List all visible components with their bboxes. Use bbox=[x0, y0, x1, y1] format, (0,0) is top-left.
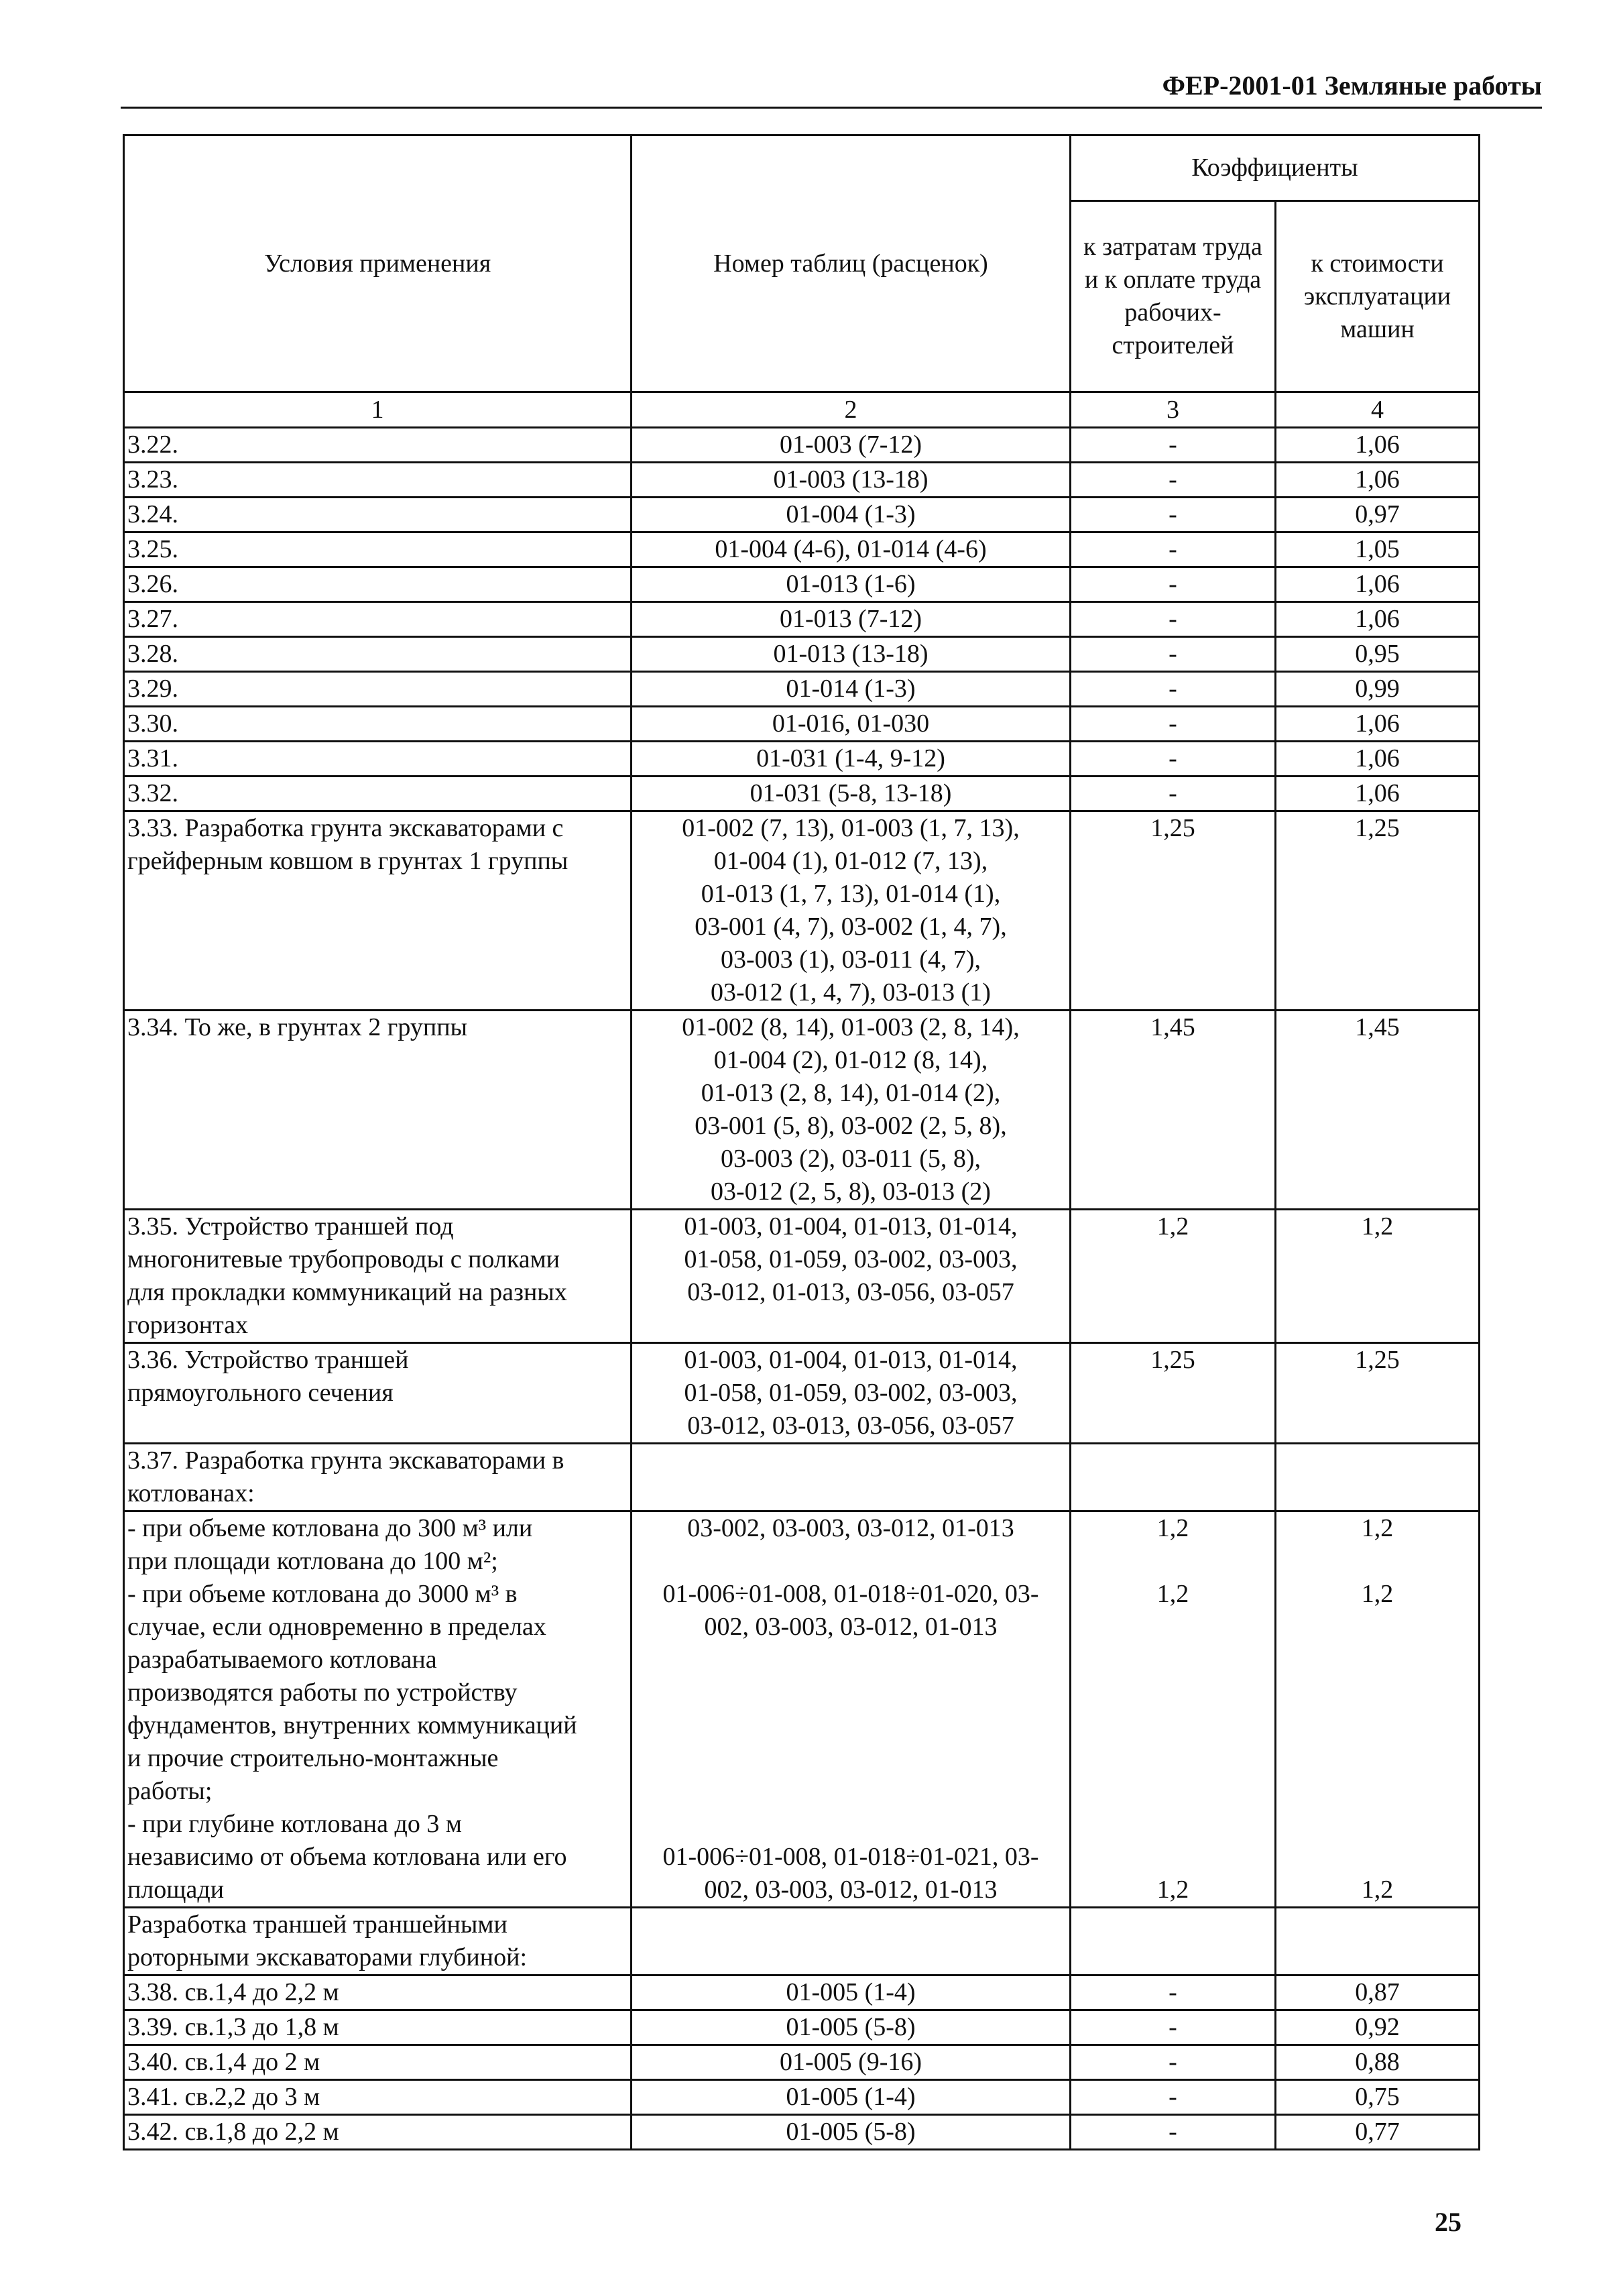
labor-coefficient-cell: - bbox=[1071, 2115, 1276, 2150]
table-numbers-cell: 01-014 (1-3) bbox=[632, 672, 1071, 707]
table-numbers-cell: 01-003 (13-18) bbox=[632, 463, 1071, 498]
table-numbers-cell: 01-005 (9-16) bbox=[632, 2045, 1071, 2080]
condition-cell: 3.34. То же, в грунтах 2 группы bbox=[124, 1011, 632, 1210]
condition-cell: 3.39. св.1,3 до 1,8 м bbox=[124, 2010, 632, 2045]
table-numbers-cell: 01-005 (5-8) bbox=[632, 2115, 1071, 2150]
table-numbers-cell: 01-013 (1-6) bbox=[632, 567, 1071, 602]
machine-coefficient-cell bbox=[1276, 1444, 1480, 1511]
condition-cell: 3.40. св.1,4 до 2 м bbox=[124, 2045, 632, 2080]
table-numbers-cell: 01-005 (1-4) bbox=[632, 1975, 1071, 2010]
table-row bbox=[124, 1210, 1480, 1343]
machine-coefficient-cell: 0,95 bbox=[1276, 637, 1480, 672]
table-row bbox=[124, 428, 1480, 463]
table-numbers-cell bbox=[632, 1444, 1071, 1511]
labor-coefficient-cell bbox=[1071, 1444, 1276, 1511]
machine-coefficient-cell: 0,77 bbox=[1276, 2115, 1480, 2150]
header-coefficients: Коэффициенты bbox=[1071, 135, 1480, 201]
running-header: ФЕР-2001-01 Земляные работы bbox=[121, 70, 1542, 109]
labor-coefficient-cell: - bbox=[1071, 2010, 1276, 2045]
table-row bbox=[124, 602, 1480, 637]
condition-cell: 3.24. bbox=[124, 498, 632, 532]
condition-cell: 3.25. bbox=[124, 532, 632, 567]
machine-coefficient-cell: 0,75 bbox=[1276, 2080, 1480, 2115]
header-table-numbers: Номер таблиц (расценок) bbox=[632, 135, 1071, 392]
table-numbers-cell: 01-031 (1-4, 9-12) bbox=[632, 742, 1071, 777]
labor-coefficient-cell: - bbox=[1071, 498, 1276, 532]
machine-coefficient-cell: 1,45 bbox=[1276, 1011, 1480, 1210]
machine-coefficient-cell: 1,06 bbox=[1276, 602, 1480, 637]
machine-coefficient-cell: 0,88 bbox=[1276, 2045, 1480, 2080]
condition-cell: 3.27. bbox=[124, 602, 632, 637]
labor-coefficient-cell: - bbox=[1071, 2045, 1276, 2080]
table-numbers-cell: 01-004 (4-6), 01-014 (4-6) bbox=[632, 532, 1071, 567]
machine-coefficient-cell: 1,25 bbox=[1276, 1343, 1480, 1444]
machine-coefficient-cell: 1,2 1,2 1,2 bbox=[1276, 1511, 1480, 1908]
labor-coefficient-cell: - bbox=[1071, 567, 1276, 602]
table-numbers-cell: 01-003, 01-004, 01-013, 01-014, 01-058, 01-059, 03-002, 03-003, 03-012, 03-013, 03-056, 03-057 bbox=[632, 1343, 1071, 1444]
machine-coefficient-cell: 0,99 bbox=[1276, 672, 1480, 707]
table-row bbox=[124, 811, 1480, 1011]
table-row bbox=[124, 1975, 1480, 2010]
header-machines: к стоимости эксплуатации машин bbox=[1276, 201, 1480, 392]
condition-cell: 3.31. bbox=[124, 742, 632, 777]
header-conditions: Условия применения bbox=[124, 135, 632, 392]
machine-coefficient-cell: 1,06 bbox=[1276, 567, 1480, 602]
table-row bbox=[124, 707, 1480, 742]
labor-coefficient-cell: - bbox=[1071, 532, 1276, 567]
table-row bbox=[124, 742, 1480, 777]
table-numbers-cell: 01-003 (7-12) bbox=[632, 428, 1071, 463]
machine-coefficient-cell: 1,2 bbox=[1276, 1210, 1480, 1343]
table-row bbox=[124, 1343, 1480, 1444]
machine-coefficient-cell: 1,06 bbox=[1276, 428, 1480, 463]
table-numbers-cell: 01-016, 01-030 bbox=[632, 707, 1071, 742]
machine-coefficient-cell: 0,92 bbox=[1276, 2010, 1480, 2045]
labor-coefficient-cell: 1,25 bbox=[1071, 811, 1276, 1011]
labor-coefficient-cell: - bbox=[1071, 707, 1276, 742]
labor-coefficient-cell: 1,25 bbox=[1071, 1343, 1276, 1444]
condition-cell: 3.26. bbox=[124, 567, 632, 602]
machine-coefficient-cell: 1,05 bbox=[1276, 532, 1480, 567]
condition-cell: - при объеме котлована до 300 м³ или при площади котлована до 100 м²; - при объеме котлована до 3000 м³ в случае, если одновременно в пределах разрабатываемого котлована производятся работы по устройству фундаментов, внутренних коммуникаций и прочие строительно-монтажные работы; - при глубине котлована до 3 м независимо от объема котлована или его площади bbox=[124, 1511, 632, 1908]
machine-coefficient-cell bbox=[1276, 1908, 1480, 1975]
column-number: 1 bbox=[124, 392, 632, 428]
labor-coefficient-cell: - bbox=[1071, 672, 1276, 707]
table-row bbox=[124, 1908, 1480, 1975]
condition-cell: 3.33. Разработка грунта экскаваторами с грейферным ковшом в грунтах 1 группы bbox=[124, 811, 632, 1011]
condition-cell: Разработка траншей траншейными роторными экскаваторами глубиной: bbox=[124, 1908, 632, 1975]
condition-cell: 3.30. bbox=[124, 707, 632, 742]
labor-coefficient-cell: 1,45 bbox=[1071, 1011, 1276, 1210]
condition-cell: 3.28. bbox=[124, 637, 632, 672]
table-numbers-cell: 01-031 (5-8, 13-18) bbox=[632, 777, 1071, 811]
table-row bbox=[124, 1511, 1480, 1908]
table-numbers-cell: 01-004 (1-3) bbox=[632, 498, 1071, 532]
column-number: 4 bbox=[1276, 392, 1480, 428]
machine-coefficient-cell: 0,87 bbox=[1276, 1975, 1480, 2010]
page-number: 25 bbox=[1435, 2207, 1461, 2237]
table-numbers-cell: 03-002, 03-003, 03-012, 01-013 01-006÷01-008, 01-018÷01-020, 03- 002, 03-003, 03-012, 01-013 01-006÷01-008, 01-018÷01-021, 03- 002, 03-003, 03-012, 01-013 bbox=[632, 1511, 1071, 1908]
table-row bbox=[124, 463, 1480, 498]
header-labor: к затратам труда и к оплате труда рабочих-строителей bbox=[1071, 201, 1276, 392]
table-row bbox=[124, 777, 1480, 811]
table-row bbox=[124, 532, 1480, 567]
labor-coefficient-cell: 1,2 1,2 1,2 bbox=[1071, 1511, 1276, 1908]
table-numbers-cell: 01-005 (1-4) bbox=[632, 2080, 1071, 2115]
table-row bbox=[124, 567, 1480, 602]
table-row bbox=[124, 637, 1480, 672]
condition-cell: 3.41. св.2,2 до 3 м bbox=[124, 2080, 632, 2115]
table-numbers-cell: 01-013 (7-12) bbox=[632, 602, 1071, 637]
labor-coefficient-cell: - bbox=[1071, 428, 1276, 463]
condition-cell: 3.22. bbox=[124, 428, 632, 463]
column-number: 3 bbox=[1071, 392, 1276, 428]
condition-cell: 3.29. bbox=[124, 672, 632, 707]
machine-coefficient-cell: 1,06 bbox=[1276, 707, 1480, 742]
labor-coefficient-cell bbox=[1071, 1908, 1276, 1975]
condition-cell: 3.35. Устройство траншей под многонитевые трубопроводы с полками для прокладки коммуникаций на разных горизонтах bbox=[124, 1210, 632, 1343]
table-numbers-cell bbox=[632, 1908, 1071, 1975]
table-row bbox=[124, 1444, 1480, 1511]
labor-coefficient-cell: - bbox=[1071, 777, 1276, 811]
labor-coefficient-cell: - bbox=[1071, 463, 1276, 498]
machine-coefficient-cell: 1,06 bbox=[1276, 742, 1480, 777]
labor-coefficient-cell: - bbox=[1071, 1975, 1276, 2010]
table-row bbox=[124, 498, 1480, 532]
condition-cell: 3.42. св.1,8 до 2,2 м bbox=[124, 2115, 632, 2150]
labor-coefficient-cell: - bbox=[1071, 602, 1276, 637]
condition-cell: 3.32. bbox=[124, 777, 632, 811]
table-numbers-cell: 01-003, 01-004, 01-013, 01-014, 01-058, 01-059, 03-002, 03-003, 03-012, 01-013, 03-056, 03-057 bbox=[632, 1210, 1071, 1343]
table-row bbox=[124, 2045, 1480, 2080]
table-row bbox=[124, 2010, 1480, 2045]
condition-cell: 3.37. Разработка грунта экскаваторами в котлованах: bbox=[124, 1444, 632, 1511]
labor-coefficient-cell: - bbox=[1071, 637, 1276, 672]
condition-cell: 3.36. Устройство траншей прямоугольного сечения bbox=[124, 1343, 632, 1444]
machine-coefficient-cell: 1,06 bbox=[1276, 463, 1480, 498]
table-row bbox=[124, 2080, 1480, 2115]
labor-coefficient-cell: - bbox=[1071, 742, 1276, 777]
table-numbers-cell: 01-013 (13-18) bbox=[632, 637, 1071, 672]
table-row bbox=[124, 2115, 1480, 2150]
labor-coefficient-cell: 1,2 bbox=[1071, 1210, 1276, 1343]
table-row bbox=[124, 1011, 1480, 1210]
table-numbers-cell: 01-005 (5-8) bbox=[632, 2010, 1071, 2045]
machine-coefficient-cell: 1,25 bbox=[1276, 811, 1480, 1011]
condition-cell: 3.38. св.1,4 до 2,2 м bbox=[124, 1975, 632, 2010]
condition-cell: 3.23. bbox=[124, 463, 632, 498]
column-number: 2 bbox=[632, 392, 1071, 428]
machine-coefficient-cell: 0,97 bbox=[1276, 498, 1480, 532]
labor-coefficient-cell: - bbox=[1071, 2080, 1276, 2115]
coefficients-table bbox=[123, 134, 1480, 2150]
machine-coefficient-cell: 1,06 bbox=[1276, 777, 1480, 811]
table-numbers-cell: 01-002 (7, 13), 01-003 (1, 7, 13), 01-004 (1), 01-012 (7, 13), 01-013 (1, 7, 13), 01-014 (1), 03-001 (4, 7), 03-002 (1, 4, 7), 03-003 (1), 03-011 (4, 7), 03-012 (1, 4, 7), 03-013 (1) bbox=[632, 811, 1071, 1011]
table-numbers-cell: 01-002 (8, 14), 01-003 (2, 8, 14), 01-004 (2), 01-012 (8, 14), 01-013 (2, 8, 14), 01-014 (2), 03-001 (5, 8), 03-002 (2, 5, 8), 03-003 (2), 03-011 (5, 8), 03-012 (2, 5, 8), 03-013 (2) bbox=[632, 1011, 1071, 1210]
table-row bbox=[124, 672, 1480, 707]
